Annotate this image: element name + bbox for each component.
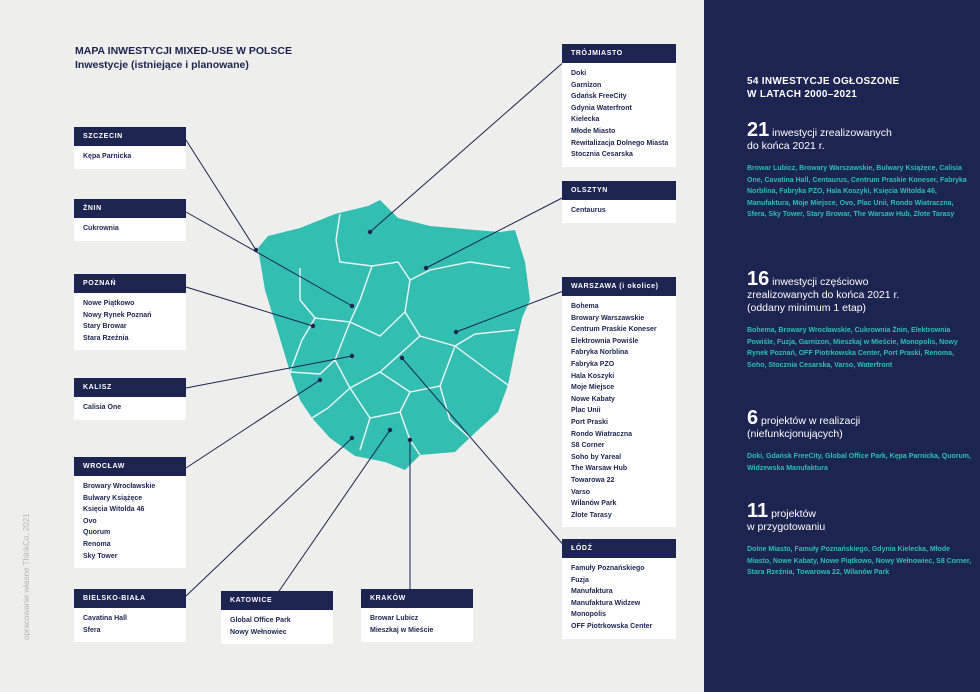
list-item: Renoma — [83, 540, 111, 548]
list-item: Doki — [571, 70, 587, 77]
region-box-lodz — [562, 539, 676, 639]
list-item: Global Office Park — [230, 617, 291, 624]
list-item: Rewitalizacja Dolnego Miasta — [571, 139, 669, 147]
credit-text: opracowanie własne ThinkCo, 2021 — [22, 513, 31, 640]
list-item: Złote Tarasy — [571, 511, 612, 519]
list-item: Bohema — [571, 303, 599, 310]
region-header: OLSZTYN — [562, 181, 676, 200]
region-header: KALISZ — [74, 378, 186, 397]
section-label: projektów — [768, 508, 817, 520]
summary-panel — [704, 0, 980, 692]
list-item: Księcia Witolda 46 — [83, 506, 145, 514]
list-item: Towarowa 22 — [571, 476, 615, 484]
list-item: Centaurus — [571, 207, 606, 214]
section-number: 16 — [747, 268, 770, 290]
list-item: Rondo Wiatraczna — [571, 430, 632, 438]
section-number: 11 — [747, 500, 769, 522]
map-subtitle: Inwestycje (istniejące i planowane) — [75, 59, 249, 71]
region-box-warszawa — [562, 277, 676, 527]
list-item: The Warsaw Hub — [571, 465, 628, 473]
section-label-3: (oddany minimum 1 etap) — [747, 302, 867, 314]
region-box-poznan — [74, 274, 186, 350]
list-item: Cukrownia — [83, 225, 119, 232]
list-item: Kielecka — [571, 116, 600, 124]
list-item: Wilanów Park — [571, 500, 617, 508]
region-box-znin — [74, 199, 186, 241]
section-label-2: zrealizowanych do końca 2021 r. — [747, 289, 900, 301]
region-box-katowice — [221, 591, 333, 644]
summary-section-partial — [747, 268, 972, 371]
list-item: Mieszkaj w Mieście — [370, 626, 434, 634]
list-item: Stocznia Cesarska — [571, 151, 633, 159]
list-item: Nowy Rynek Poznań — [83, 311, 152, 319]
region-header: ŻNIN — [74, 199, 186, 218]
region-box-krakow — [361, 589, 473, 642]
map-title: MAPA INWESTYCJI MIXED-USE W POLSCE — [75, 45, 293, 57]
intro-line-1: 54 INWESTYCJE OGŁOSZONE — [747, 76, 900, 87]
list-item: Młode Miasto — [571, 127, 616, 135]
region-header: BIELSKO-BIAŁA — [74, 589, 186, 608]
region-header: KATOWICE — [221, 591, 333, 610]
region-header: WARSZAWA (i okolice) — [562, 277, 676, 296]
section-label: inwestycji zrealizowanych — [769, 127, 892, 139]
section-label-2: w przygotowaniu — [747, 521, 826, 533]
summary-section-planned — [747, 500, 972, 579]
list-item: Manufaktura — [571, 588, 613, 596]
list-item: Nowe Kabaty — [571, 395, 615, 403]
list-item: Fabryka Norblina — [571, 349, 629, 357]
region-box-trojmiasto — [562, 44, 676, 167]
list-item: OFF Piotrkowska Center — [571, 622, 653, 630]
section-list: Browar Lubicz, Browary Warszawskie, Bulwary Książęce, Calisia One, Cavatina Hall, Centaurus, Centrum Praskie Koneser, Fabryka Norblina, Fabryka PZO, Hala Koszyki, Księcia Witolda 46, Manufaktura, Moje Miejsce, Ovo, Plac Unii, Rondo Wiatraczna, Sfera, Sky Tower, Stary Browar, The Warsaw Hub, Złote Tarasy — [747, 165, 967, 219]
region-box-bielsko-biala — [74, 589, 186, 642]
list-item: Gdańsk FreeCity — [571, 93, 627, 101]
section-list: Doki, Gdańsk FreeCity, Global Office Park, Kępa Parnicka, Quorum, Widzewska Manufaktura — [747, 453, 971, 472]
section-label-2: (niefunkcjonujących) — [747, 428, 843, 440]
list-item: Port Praski — [571, 418, 608, 426]
list-item: Sky Tower — [83, 552, 118, 560]
section-label-2: do końca 2021 r. — [747, 140, 825, 152]
summary-section-in-progress — [747, 407, 972, 474]
region-header: KRAKÓW — [361, 589, 473, 608]
section-number: 6 — [747, 407, 759, 429]
region-header: ŁÓDŹ — [562, 539, 676, 558]
section-list: Bohema, Browary Wrocławskie, Cukrownia Żnin, Elektrownia Powiśle, Fuzja, Garnizon, Mieszkaj w Mieście, Monopolis, Nowy Rynek Poznań, OFF Piotrkowska Center, Port Praski, Renoma, Soho, Stocznia Cesarska, Varso, Waterfront — [747, 327, 958, 369]
list-item: Fuzja — [571, 576, 589, 584]
list-item: Garnizon — [571, 81, 602, 89]
list-item: Nowy Wełnowiec — [230, 628, 287, 636]
list-item: Moje Miejsce — [571, 384, 615, 392]
list-item: Stara Rzeźnia — [83, 334, 129, 342]
region-box-szczecin — [74, 127, 186, 169]
section-list: Dolne Miasto, Famuły Poznańskiego, Gdynia Kielecka, Młode Miasto, Nowe Kabaty, Nowe Piątkowo, Nowy Wełnowiec, S8 Corner, Stara Rzeźnia, Towarowa 22, Wilanów Park — [747, 546, 972, 577]
region-header: SZCZECIN — [74, 127, 186, 146]
region-header: TRÓJMIASTO — [562, 44, 676, 63]
section-label: projektów w realizacji — [758, 415, 861, 427]
list-item: Gdynia Waterfront — [571, 104, 632, 112]
list-item: Nowe Piątkowo — [83, 300, 135, 307]
region-header: WROCŁAW — [74, 457, 186, 476]
list-item: Centrum Praskie Koneser — [571, 326, 657, 334]
list-item: Bulwary Książęce — [83, 494, 143, 502]
list-item: S8 Corner — [571, 442, 605, 450]
list-item: Fabryka PZO — [571, 360, 615, 368]
list-item: Famuły Poznańskiego — [571, 565, 645, 572]
list-item: Sfera — [83, 626, 101, 634]
list-item: Elektrownia Powiśle — [571, 337, 639, 345]
intro-line-2: W LATACH 2000–2021 — [747, 89, 858, 100]
list-item: Hala Koszyki — [571, 372, 615, 380]
list-item: Stary Browar — [83, 323, 127, 331]
list-item: Browar Lubicz — [370, 615, 419, 622]
summary-section-realized — [747, 119, 972, 221]
region-box-kalisz — [74, 378, 186, 420]
summary-intro — [747, 75, 899, 101]
poland-outline — [258, 200, 530, 470]
list-item: Soho by Yareal — [571, 453, 622, 461]
list-item: Varso — [571, 488, 591, 496]
region-header: POZNAŃ — [74, 274, 186, 293]
section-number: 21 — [747, 119, 770, 141]
list-item: Monopolis — [571, 611, 606, 619]
region-box-wroclaw — [74, 457, 186, 568]
list-item: Kępa Parnicka — [83, 153, 132, 160]
list-item: Browary Wrocławskie — [83, 483, 156, 490]
list-item: Cavatina Hall — [83, 615, 127, 622]
list-item: Calisia One — [83, 404, 122, 411]
list-item: Browary Warszawskie — [571, 314, 645, 322]
region-box-olsztyn — [562, 181, 676, 223]
section-label: inwestycji częściowo — [769, 276, 869, 288]
list-item: Quorum — [83, 529, 111, 537]
list-item: Manufaktura Widzew — [571, 599, 641, 607]
list-item: Ovo — [83, 517, 97, 525]
list-item: Plac Unii — [571, 407, 601, 415]
